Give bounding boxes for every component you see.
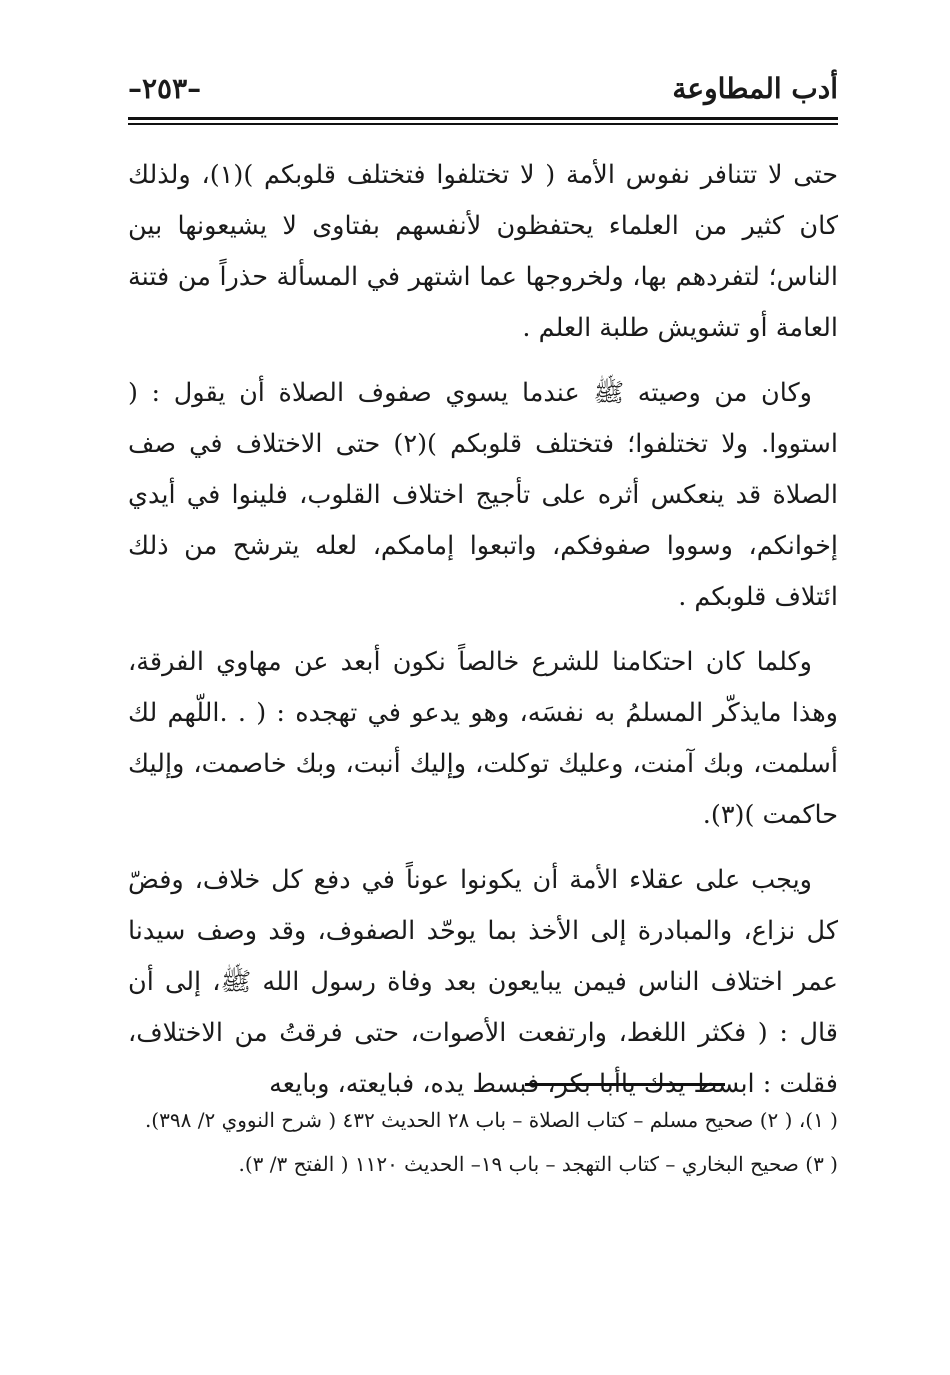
footnote: ( ٣) صحيح البخاري – كتاب التهجد – باب ١٩– الحديث ١١٢٠ ( الفتح ٣/ ٣). bbox=[238, 1152, 838, 1176]
paragraph: حتى لا تتنافر نفوس الأمة ( لا تختلفوا فتختلف قلوبكم )(١)، ولذلك كان كثير من العلماء يحتفظون لأنفسهم بفتاوى لا يشيعونها بين الناس؛ لتفردهم بها، ولخروجها عما اشتهر في المسألة حذراً من فتنة العامة أو تشويش طلبة العلم . bbox=[128, 160, 838, 343]
footnote: ( ١)، ( ٢) صحيح مسلم – كتاب الصلاة – باب ٢٨ الحديث ٤٣٢ ( شرح النووي ٢/ ٣٩٨). bbox=[144, 1108, 838, 1132]
running-header bbox=[128, 70, 838, 110]
footnotes bbox=[128, 1102, 838, 1190]
footnote-separator bbox=[525, 1083, 725, 1086]
header-rule-thick bbox=[128, 117, 838, 120]
page-number: –٢٥٣– bbox=[128, 72, 202, 105]
paragraph: ويجب على عقلاء الأمة أن يكونوا عوناً في دفع كل خلاف، وفضّ كل نزاع، والمبادرة إلى الأخذ بما يوحّد الصفوف، وقد وصف سيدنا عمر اختلاف الناس فيمن يبايعون بعد وفاة رسول الله ﷺ، إلى أن قال : ( فكثر اللغط، وارتفعت الأصوات، حتى فرقتُ من الاختلاف، فقلت : ابسط يدك ياأبا بكر، فبسط يده، فبايعته، وبايعه bbox=[128, 865, 838, 1099]
paragraph: وكلما كان احتكامنا للشرع خالصاً نكون أبعد عن مهاوي الفرقة، وهذا مايذكّر المسلمُ به نفسَه، وهو يدعو في تهجده : ( . .اللّهم لك أسلمت، وبك آمنت، وعليك توكلت، وإليك أنبت، وبك خاصمت، وإليك حاكمت )(٣). bbox=[128, 647, 838, 830]
header-rule-thin bbox=[128, 123, 838, 125]
paragraph: وكان من وصيته ﷺ عندما يسوي صفوف الصلاة أن يقول : ( استووا. ولا تختلفوا؛ فتختلف قلوبكم )(٢) حتى الاختلاف في صف الصلاة قد ينعكس أثره على تأجيج اختلاف القلوب، فلينوا في أيدي إخوانكم، وسووا صفوفكم، واتبعوا إمامكم، لعله يترشح من ذلك ائتلاف قلوبكم . bbox=[128, 378, 839, 612]
running-title: أدب المطاوعة bbox=[672, 72, 838, 105]
main-text bbox=[128, 150, 838, 1124]
